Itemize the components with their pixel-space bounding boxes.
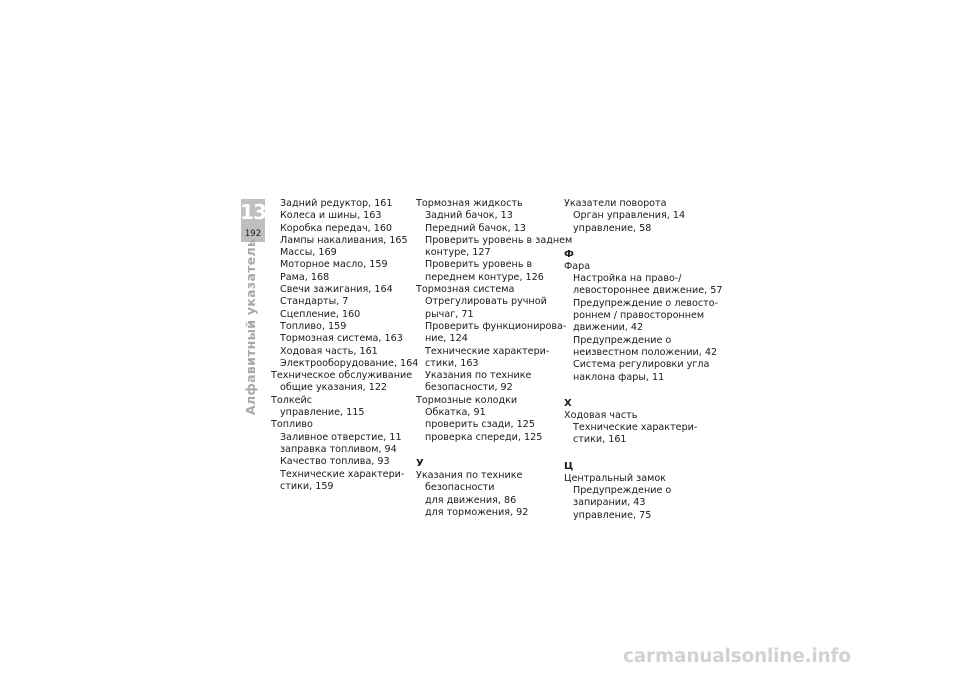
index-entry: Фара bbox=[564, 260, 591, 272]
index-subentry: стики, 161 bbox=[573, 434, 627, 446]
index-subentry: безопасности bbox=[425, 482, 495, 494]
index-subentry: заправка топливом, 94 bbox=[280, 443, 397, 455]
index-subentry: Технические характери- bbox=[280, 468, 405, 480]
index-subentry: Отрегулировать ручной bbox=[425, 296, 547, 308]
watermark: carmanualsonline.info bbox=[623, 646, 851, 667]
index-subentry: Технические характери- bbox=[573, 422, 698, 434]
index-subentry: Предупреждение о левосто- bbox=[573, 297, 719, 309]
index-subentry: запирании, 43 bbox=[573, 497, 646, 509]
index-subentry: Обкатка, 91 bbox=[425, 407, 486, 419]
index-subentry: левостороннее движение, 57 bbox=[573, 285, 723, 297]
chapter-tab bbox=[241, 199, 265, 242]
index-subentry: управление, 115 bbox=[280, 407, 365, 419]
index-entry: Центральный замок bbox=[564, 472, 666, 484]
index-subentry: для торможения, 92 bbox=[425, 506, 529, 518]
index-subentry: Предупреждение о bbox=[573, 485, 672, 497]
index-subentry: общие указания, 122 bbox=[280, 382, 388, 394]
index-subentry: Проверить уровень в заднем bbox=[425, 234, 573, 246]
index-subentry: ние, 124 bbox=[425, 333, 468, 345]
index-entry: Указатели поворота bbox=[564, 198, 667, 209]
index-letter-heading: Ц bbox=[564, 460, 574, 472]
index-subentry: неизвестном положении, 42 bbox=[573, 346, 718, 358]
index-column-3 bbox=[564, 198, 723, 522]
index-subentry: Моторное масло, 159 bbox=[280, 259, 388, 271]
index-subentry: Топливо, 159 bbox=[280, 320, 347, 332]
index-entry: Тормозная жидкость bbox=[416, 198, 523, 209]
index-subentry: Тормозная система, 163 bbox=[280, 333, 403, 345]
index-subentry: переднем контуре, 126 bbox=[425, 271, 544, 283]
index-subentry: Передний бачок, 13 bbox=[425, 222, 526, 234]
index-subentry: безопасности, 92 bbox=[425, 382, 513, 394]
section-title: Алфавитный указатель bbox=[243, 238, 258, 415]
index-subentry: Задний редуктор, 161 bbox=[280, 198, 393, 209]
index-subentry: Массы, 169 bbox=[280, 247, 337, 259]
index-letter-heading: Х bbox=[564, 397, 572, 409]
index-subentry: контуре, 127 bbox=[425, 247, 491, 259]
index-subentry: Колеса и шины, 163 bbox=[280, 210, 382, 222]
index-entry: Тормозная система bbox=[416, 284, 515, 296]
index-subentry: роннем / правостороннем bbox=[573, 310, 705, 322]
index-subentry: Указания по технике bbox=[425, 370, 532, 382]
index-subentry: Технические характери- bbox=[425, 345, 550, 357]
index-column-2 bbox=[416, 198, 573, 519]
index-subentry: Ходовая часть, 161 bbox=[280, 345, 378, 357]
index-subentry: управление, 58 bbox=[573, 222, 652, 234]
index-subentry: Задний бачок, 13 bbox=[425, 210, 513, 222]
index-subentry: Рама, 168 bbox=[280, 271, 330, 283]
index-subentry: Предупреждение о bbox=[573, 334, 672, 346]
index-subentry: Проверить уровень в bbox=[425, 259, 533, 271]
index-subentry: проверка спереди, 125 bbox=[425, 431, 543, 443]
index-subentry: проверить сзади, 125 bbox=[425, 419, 535, 431]
index-subentry: стики, 163 bbox=[425, 357, 479, 369]
index-subentry: Коробка передач, 160 bbox=[280, 222, 393, 234]
index-entry: Ходовая часть bbox=[564, 409, 638, 421]
index-letter-heading: Ф bbox=[564, 248, 574, 260]
index-entry: Техническое обслуживание bbox=[271, 370, 413, 382]
page-number: 192 bbox=[244, 229, 262, 239]
index-subentry: Орган управления, 14 bbox=[573, 210, 686, 222]
index-subentry: движении, 42 bbox=[573, 322, 644, 334]
index-entry: Толкейс bbox=[271, 394, 313, 406]
index-subentry: Настройка на право-/ bbox=[573, 273, 682, 285]
index-subentry: для движения, 86 bbox=[425, 494, 517, 506]
index-subentry: Система регулировки угла bbox=[573, 359, 710, 371]
index-subentry: Свечи зажигания, 164 bbox=[280, 284, 393, 296]
index-subentry: наклона фары, 11 bbox=[573, 371, 665, 383]
index-subentry: Заливное отверстие, 11 bbox=[280, 431, 402, 443]
index-subentry: стики, 159 bbox=[280, 480, 334, 492]
chapter-number: 13 bbox=[240, 200, 266, 224]
index-entry: Указания по технике bbox=[416, 469, 523, 481]
index-subentry: Проверить функционирова- bbox=[425, 320, 567, 332]
index-subentry: Качество топлива, 93 bbox=[280, 456, 390, 468]
index-subentry: Сцепление, 160 bbox=[280, 308, 361, 320]
index-letter-heading: У bbox=[416, 457, 424, 469]
index-entry: Топливо bbox=[271, 419, 313, 431]
index-entry: Тормозные колодки bbox=[416, 394, 518, 406]
index-subentry: Лампы накаливания, 165 bbox=[280, 234, 408, 246]
index-subentry: управление, 75 bbox=[573, 509, 652, 521]
index-subentry: рычаг, 71 bbox=[425, 308, 474, 320]
index-column-1 bbox=[271, 198, 419, 493]
index-subentry: Электрооборудование, 164 bbox=[280, 357, 419, 369]
index-subentry: Стандарты, 7 bbox=[280, 296, 349, 308]
